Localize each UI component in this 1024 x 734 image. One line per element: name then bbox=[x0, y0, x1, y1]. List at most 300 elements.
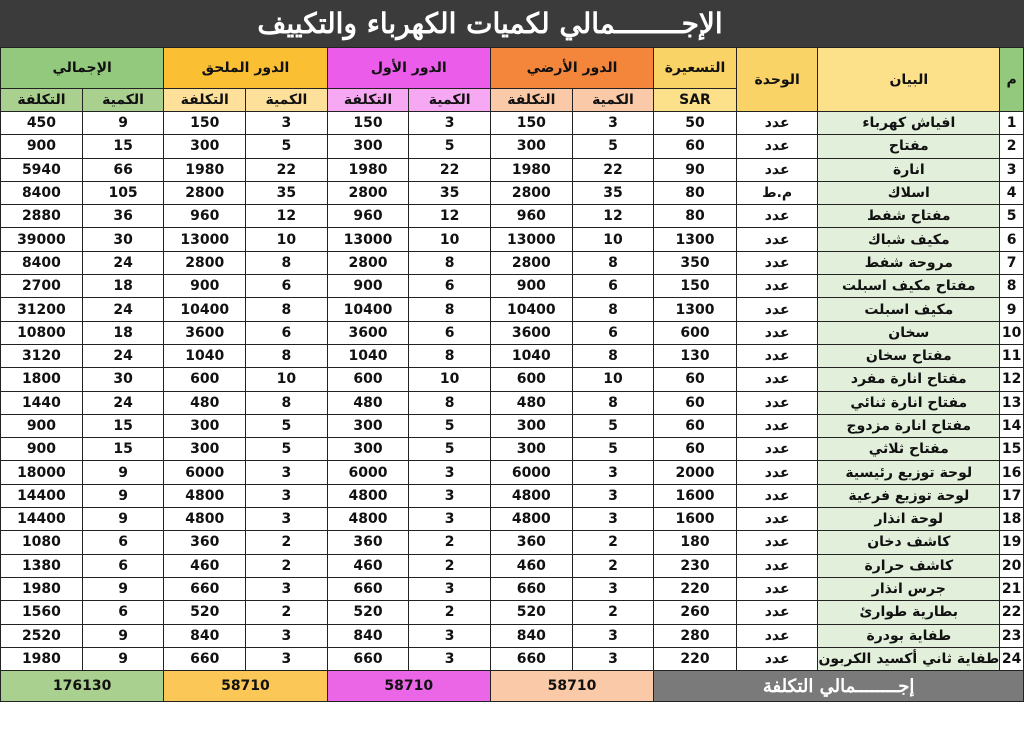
annex-cost-cell: 6000 bbox=[164, 461, 246, 484]
price-cell: 130 bbox=[654, 344, 737, 367]
first-qty-cell: 5 bbox=[409, 438, 490, 461]
unit-cell: عدد bbox=[736, 624, 818, 647]
description-cell: بطارية طوارئ bbox=[818, 601, 1000, 624]
annex-qty-cell: 6 bbox=[246, 275, 327, 298]
ground-cost-cell: 660 bbox=[490, 577, 572, 600]
total-cost-cell: 1080 bbox=[1, 531, 83, 554]
annex-qty-cell: 3 bbox=[246, 484, 327, 507]
first-cost-cell: 300 bbox=[327, 438, 409, 461]
unit-cell: عدد bbox=[736, 508, 818, 531]
first-cost-cell: 6000 bbox=[327, 461, 409, 484]
first-cost-cell: 600 bbox=[327, 368, 409, 391]
total-cost-cell: 1800 bbox=[1, 368, 83, 391]
ground-qty-cell: 3 bbox=[572, 508, 653, 531]
unit-cell: عدد bbox=[736, 205, 818, 228]
price-cell: 60 bbox=[654, 391, 737, 414]
table-row bbox=[1, 112, 1024, 135]
first-qty-cell: 3 bbox=[409, 461, 490, 484]
unit-cell: عدد bbox=[736, 275, 818, 298]
ground-qty-cell: 2 bbox=[572, 531, 653, 554]
first-cost-cell: 300 bbox=[327, 414, 409, 437]
total-qty-cell: 9 bbox=[82, 112, 163, 135]
ground-total-cost: 58710 bbox=[490, 671, 653, 702]
ground-qty-cell: 35 bbox=[572, 181, 653, 204]
total-qty-cell: 24 bbox=[82, 251, 163, 274]
first-qty-cell: 2 bbox=[409, 554, 490, 577]
subheader-annex-qty: الكمية bbox=[246, 89, 327, 112]
first-qty-cell: 35 bbox=[409, 181, 490, 204]
annex-qty-cell: 6 bbox=[246, 321, 327, 344]
header-price: التسعيرة bbox=[654, 48, 737, 89]
annex-cost-cell: 900 bbox=[164, 275, 246, 298]
table-row bbox=[1, 368, 1024, 391]
ground-cost-cell: 300 bbox=[490, 438, 572, 461]
subheader-total-cost: التكلفة bbox=[1, 89, 83, 112]
price-cell: 260 bbox=[654, 601, 737, 624]
total-cost-cell: 5940 bbox=[1, 158, 83, 181]
description-cell: مفتاح bbox=[818, 135, 1000, 158]
description-cell: كاشف دخان bbox=[818, 531, 1000, 554]
first-cost-cell: 1040 bbox=[327, 344, 409, 367]
first-cost-cell: 2800 bbox=[327, 251, 409, 274]
index-cell: 13 bbox=[1000, 391, 1024, 414]
header-ground-floor: الدور الأرضي bbox=[490, 48, 653, 89]
total-qty-cell: 24 bbox=[82, 344, 163, 367]
index-cell: 22 bbox=[1000, 601, 1024, 624]
annex-cost-cell: 600 bbox=[164, 368, 246, 391]
index-cell: 1 bbox=[1000, 112, 1024, 135]
table-row bbox=[1, 135, 1024, 158]
price-cell: 1300 bbox=[654, 298, 737, 321]
ground-cost-cell: 2800 bbox=[490, 181, 572, 204]
total-qty-cell: 9 bbox=[82, 577, 163, 600]
total-qty-cell: 18 bbox=[82, 321, 163, 344]
total-cost-cell: 31200 bbox=[1, 298, 83, 321]
index-cell: 7 bbox=[1000, 251, 1024, 274]
unit-cell: عدد bbox=[736, 414, 818, 437]
first-qty-cell: 8 bbox=[409, 391, 490, 414]
total-cost-cell: 1980 bbox=[1, 577, 83, 600]
totals-label: إجــــــــمالي التكلفة bbox=[654, 671, 1024, 702]
first-cost-cell: 150 bbox=[327, 112, 409, 135]
price-cell: 80 bbox=[654, 205, 737, 228]
total-cost-cell: 3120 bbox=[1, 344, 83, 367]
table-body bbox=[1, 112, 1024, 671]
price-cell: 1600 bbox=[654, 508, 737, 531]
price-cell: 2000 bbox=[654, 461, 737, 484]
description-cell: مفتاح انارة ثنائي bbox=[818, 391, 1000, 414]
annex-qty-cell: 2 bbox=[246, 554, 327, 577]
index-cell: 24 bbox=[1000, 647, 1024, 670]
description-cell: مفتاح ثلاثي bbox=[818, 438, 1000, 461]
total-cost-cell: 39000 bbox=[1, 228, 83, 251]
first-cost-cell: 660 bbox=[327, 577, 409, 600]
annex-cost-cell: 13000 bbox=[164, 228, 246, 251]
unit-cell: عدد bbox=[736, 647, 818, 670]
total-cost-cell: 900 bbox=[1, 135, 83, 158]
ground-qty-cell: 12 bbox=[572, 205, 653, 228]
annex-qty-cell: 8 bbox=[246, 391, 327, 414]
unit-cell: عدد bbox=[736, 531, 818, 554]
description-cell: طفاية ثاني أكسيد الكربون bbox=[818, 647, 1000, 670]
first-cost-cell: 4800 bbox=[327, 508, 409, 531]
annex-qty-cell: 10 bbox=[246, 228, 327, 251]
page-title: الإجــــــــمالي لكميات الكهرباء والتكييف bbox=[257, 7, 723, 40]
description-cell: مفتاح انارة مفرد bbox=[818, 368, 1000, 391]
description-cell: اسلاك bbox=[818, 181, 1000, 204]
index-cell: 6 bbox=[1000, 228, 1024, 251]
table-row bbox=[1, 624, 1024, 647]
first-qty-cell: 22 bbox=[409, 158, 490, 181]
total-qty-cell: 9 bbox=[82, 508, 163, 531]
total-cost-cell: 1380 bbox=[1, 554, 83, 577]
header-total: الإجمالي bbox=[1, 48, 164, 89]
annex-qty-cell: 8 bbox=[246, 298, 327, 321]
table-row bbox=[1, 554, 1024, 577]
annex-qty-cell: 5 bbox=[246, 135, 327, 158]
first-cost-cell: 1980 bbox=[327, 158, 409, 181]
ground-qty-cell: 2 bbox=[572, 601, 653, 624]
annex-cost-cell: 520 bbox=[164, 601, 246, 624]
index-cell: 17 bbox=[1000, 484, 1024, 507]
table-row bbox=[1, 321, 1024, 344]
total-cost-cell: 8400 bbox=[1, 181, 83, 204]
ground-cost-cell: 2800 bbox=[490, 251, 572, 274]
first-qty-cell: 3 bbox=[409, 484, 490, 507]
description-cell: لوحة توزيع فرعية bbox=[818, 484, 1000, 507]
total-qty-cell: 9 bbox=[82, 484, 163, 507]
price-cell: 50 bbox=[654, 112, 737, 135]
index-cell: 16 bbox=[1000, 461, 1024, 484]
price-cell: 60 bbox=[654, 414, 737, 437]
index-cell: 8 bbox=[1000, 275, 1024, 298]
unit-cell: عدد bbox=[736, 158, 818, 181]
unit-cell: عدد bbox=[736, 601, 818, 624]
price-cell: 350 bbox=[654, 251, 737, 274]
total-qty-cell: 15 bbox=[82, 414, 163, 437]
total-qty-cell: 30 bbox=[82, 368, 163, 391]
total-qty-cell: 6 bbox=[82, 531, 163, 554]
first-qty-cell: 3 bbox=[409, 624, 490, 647]
ground-cost-cell: 520 bbox=[490, 601, 572, 624]
first-cost-cell: 840 bbox=[327, 624, 409, 647]
description-cell: طفاية بودرة bbox=[818, 624, 1000, 647]
annex-cost-cell: 840 bbox=[164, 624, 246, 647]
ground-qty-cell: 3 bbox=[572, 112, 653, 135]
total-qty-cell: 66 bbox=[82, 158, 163, 181]
annex-qty-cell: 3 bbox=[246, 112, 327, 135]
table-row bbox=[1, 391, 1024, 414]
ground-qty-cell: 10 bbox=[572, 228, 653, 251]
unit-cell: عدد bbox=[736, 438, 818, 461]
total-cost-cell: 14400 bbox=[1, 484, 83, 507]
table-row bbox=[1, 461, 1024, 484]
total-cost-cell: 10800 bbox=[1, 321, 83, 344]
index-cell: 10 bbox=[1000, 321, 1024, 344]
total-qty-cell: 18 bbox=[82, 275, 163, 298]
annex-qty-cell: 8 bbox=[246, 344, 327, 367]
ground-cost-cell: 1980 bbox=[490, 158, 572, 181]
total-cost-cell: 1560 bbox=[1, 601, 83, 624]
total-qty-cell: 15 bbox=[82, 438, 163, 461]
index-cell: 14 bbox=[1000, 414, 1024, 437]
total-qty-cell: 105 bbox=[82, 181, 163, 204]
ground-qty-cell: 8 bbox=[572, 251, 653, 274]
unit-cell: م.ط bbox=[736, 181, 818, 204]
table-row bbox=[1, 344, 1024, 367]
index-cell: 19 bbox=[1000, 531, 1024, 554]
totals-row bbox=[1, 671, 1024, 702]
annex-cost-cell: 360 bbox=[164, 531, 246, 554]
ground-qty-cell: 8 bbox=[572, 391, 653, 414]
price-cell: 600 bbox=[654, 321, 737, 344]
annex-cost-cell: 1980 bbox=[164, 158, 246, 181]
annex-qty-cell: 35 bbox=[246, 181, 327, 204]
ground-cost-cell: 6000 bbox=[490, 461, 572, 484]
total-cost-cell: 14400 bbox=[1, 508, 83, 531]
ground-cost-cell: 10400 bbox=[490, 298, 572, 321]
first-qty-cell: 6 bbox=[409, 321, 490, 344]
index-cell: 4 bbox=[1000, 181, 1024, 204]
unit-cell: عدد bbox=[736, 135, 818, 158]
price-cell: 150 bbox=[654, 275, 737, 298]
description-cell: مفتاح شفط bbox=[818, 205, 1000, 228]
total-cost-cell: 450 bbox=[1, 112, 83, 135]
table-row bbox=[1, 158, 1024, 181]
index-cell: 18 bbox=[1000, 508, 1024, 531]
total-qty-cell: 36 bbox=[82, 205, 163, 228]
first-cost-cell: 480 bbox=[327, 391, 409, 414]
index-cell: 15 bbox=[1000, 438, 1024, 461]
table-row bbox=[1, 438, 1024, 461]
subheader-first-qty: الكمية bbox=[409, 89, 490, 112]
annex-cost-cell: 960 bbox=[164, 205, 246, 228]
annex-qty-cell: 2 bbox=[246, 531, 327, 554]
description-cell: لوحة توزيع رئيسية bbox=[818, 461, 1000, 484]
annex-cost-cell: 4800 bbox=[164, 508, 246, 531]
total-cost-cell: 2700 bbox=[1, 275, 83, 298]
index-cell: 2 bbox=[1000, 135, 1024, 158]
description-cell: مروحة شفط bbox=[818, 251, 1000, 274]
index-cell: 9 bbox=[1000, 298, 1024, 321]
first-qty-cell: 3 bbox=[409, 112, 490, 135]
total-qty-cell: 24 bbox=[82, 298, 163, 321]
ground-cost-cell: 460 bbox=[490, 554, 572, 577]
first-cost-cell: 300 bbox=[327, 135, 409, 158]
description-cell: سخان bbox=[818, 321, 1000, 344]
description-cell: جرس انذار bbox=[818, 577, 1000, 600]
ground-qty-cell: 10 bbox=[572, 368, 653, 391]
ground-cost-cell: 600 bbox=[490, 368, 572, 391]
annex-cost-cell: 3600 bbox=[164, 321, 246, 344]
annex-total-cost: 58710 bbox=[164, 671, 327, 702]
ground-cost-cell: 1040 bbox=[490, 344, 572, 367]
unit-cell: عدد bbox=[736, 228, 818, 251]
annex-qty-cell: 22 bbox=[246, 158, 327, 181]
table-row bbox=[1, 275, 1024, 298]
annex-cost-cell: 300 bbox=[164, 438, 246, 461]
grand-total-cost: 176130 bbox=[1, 671, 164, 702]
index-cell: 23 bbox=[1000, 624, 1024, 647]
description-cell: مفتاح سخان bbox=[818, 344, 1000, 367]
price-cell: 90 bbox=[654, 158, 737, 181]
description-cell: افياش كهرباء bbox=[818, 112, 1000, 135]
ground-cost-cell: 300 bbox=[490, 135, 572, 158]
total-qty-cell: 6 bbox=[82, 601, 163, 624]
ground-cost-cell: 300 bbox=[490, 414, 572, 437]
total-cost-cell: 18000 bbox=[1, 461, 83, 484]
price-cell: 60 bbox=[654, 438, 737, 461]
description-cell: مفتاح انارة مزدوج bbox=[818, 414, 1000, 437]
index-cell: 20 bbox=[1000, 554, 1024, 577]
subheader-annex-cost: التكلفة bbox=[164, 89, 246, 112]
ground-cost-cell: 4800 bbox=[490, 508, 572, 531]
first-qty-cell: 2 bbox=[409, 601, 490, 624]
annex-qty-cell: 3 bbox=[246, 624, 327, 647]
first-cost-cell: 900 bbox=[327, 275, 409, 298]
ground-qty-cell: 3 bbox=[572, 647, 653, 670]
header-row-top bbox=[1, 48, 1024, 89]
ground-cost-cell: 13000 bbox=[490, 228, 572, 251]
ground-qty-cell: 22 bbox=[572, 158, 653, 181]
first-qty-cell: 8 bbox=[409, 344, 490, 367]
first-cost-cell: 520 bbox=[327, 601, 409, 624]
header-first-floor: الدور الأول bbox=[327, 48, 490, 89]
ground-qty-cell: 2 bbox=[572, 554, 653, 577]
unit-cell: عدد bbox=[736, 484, 818, 507]
description-cell: لوحة انذار bbox=[818, 508, 1000, 531]
table-row bbox=[1, 298, 1024, 321]
first-cost-cell: 960 bbox=[327, 205, 409, 228]
table-row bbox=[1, 577, 1024, 600]
annex-cost-cell: 2800 bbox=[164, 251, 246, 274]
annex-qty-cell: 5 bbox=[246, 414, 327, 437]
subheader-total-qty: الكمية bbox=[82, 89, 163, 112]
ground-qty-cell: 3 bbox=[572, 484, 653, 507]
total-qty-cell: 24 bbox=[82, 391, 163, 414]
ground-qty-cell: 5 bbox=[572, 135, 653, 158]
unit-cell: عدد bbox=[736, 391, 818, 414]
table-row bbox=[1, 228, 1024, 251]
annex-qty-cell: 3 bbox=[246, 461, 327, 484]
annex-cost-cell: 300 bbox=[164, 414, 246, 437]
ground-qty-cell: 5 bbox=[572, 438, 653, 461]
ground-cost-cell: 3600 bbox=[490, 321, 572, 344]
ground-cost-cell: 4800 bbox=[490, 484, 572, 507]
unit-cell: عدد bbox=[736, 298, 818, 321]
description-cell: مكيف شباك bbox=[818, 228, 1000, 251]
price-cell: 60 bbox=[654, 135, 737, 158]
price-cell: 220 bbox=[654, 577, 737, 600]
quantities-table bbox=[0, 47, 1024, 702]
index-cell: 21 bbox=[1000, 577, 1024, 600]
total-cost-cell: 2880 bbox=[1, 205, 83, 228]
total-cost-cell: 900 bbox=[1, 414, 83, 437]
subheader-currency: SAR bbox=[654, 89, 737, 112]
header-description: البيان bbox=[818, 48, 1000, 112]
first-qty-cell: 3 bbox=[409, 647, 490, 670]
first-cost-cell: 3600 bbox=[327, 321, 409, 344]
ground-qty-cell: 6 bbox=[572, 275, 653, 298]
first-qty-cell: 10 bbox=[409, 368, 490, 391]
ground-cost-cell: 480 bbox=[490, 391, 572, 414]
header-index: م bbox=[1000, 48, 1024, 112]
first-cost-cell: 4800 bbox=[327, 484, 409, 507]
subheader-ground-cost: التكلفة bbox=[490, 89, 572, 112]
header-unit: الوحدة bbox=[736, 48, 818, 112]
first-cost-cell: 460 bbox=[327, 554, 409, 577]
table-row bbox=[1, 205, 1024, 228]
table-row bbox=[1, 601, 1024, 624]
first-qty-cell: 12 bbox=[409, 205, 490, 228]
annex-qty-cell: 12 bbox=[246, 205, 327, 228]
total-qty-cell: 15 bbox=[82, 135, 163, 158]
unit-cell: عدد bbox=[736, 112, 818, 135]
table-row bbox=[1, 414, 1024, 437]
index-cell: 11 bbox=[1000, 344, 1024, 367]
description-cell: مكيف اسبلت bbox=[818, 298, 1000, 321]
header-annex-floor: الدور الملحق bbox=[164, 48, 327, 89]
price-cell: 1600 bbox=[654, 484, 737, 507]
ground-qty-cell: 3 bbox=[572, 461, 653, 484]
first-qty-cell: 8 bbox=[409, 298, 490, 321]
annex-qty-cell: 10 bbox=[246, 368, 327, 391]
annex-qty-cell: 8 bbox=[246, 251, 327, 274]
index-cell: 12 bbox=[1000, 368, 1024, 391]
index-cell: 3 bbox=[1000, 158, 1024, 181]
ground-qty-cell: 8 bbox=[572, 344, 653, 367]
ground-qty-cell: 3 bbox=[572, 624, 653, 647]
unit-cell: عدد bbox=[736, 344, 818, 367]
total-qty-cell: 9 bbox=[82, 647, 163, 670]
annex-cost-cell: 660 bbox=[164, 577, 246, 600]
subheader-first-cost: التكلفة bbox=[327, 89, 409, 112]
annex-cost-cell: 10400 bbox=[164, 298, 246, 321]
ground-cost-cell: 840 bbox=[490, 624, 572, 647]
annex-qty-cell: 5 bbox=[246, 438, 327, 461]
price-cell: 230 bbox=[654, 554, 737, 577]
annex-qty-cell: 3 bbox=[246, 508, 327, 531]
first-qty-cell: 8 bbox=[409, 251, 490, 274]
first-cost-cell: 660 bbox=[327, 647, 409, 670]
total-cost-cell: 1440 bbox=[1, 391, 83, 414]
annex-qty-cell: 3 bbox=[246, 647, 327, 670]
unit-cell: عدد bbox=[736, 251, 818, 274]
subheader-ground-qty: الكمية bbox=[572, 89, 653, 112]
price-cell: 280 bbox=[654, 624, 737, 647]
ground-cost-cell: 360 bbox=[490, 531, 572, 554]
description-cell: انارة bbox=[818, 158, 1000, 181]
first-cost-cell: 10400 bbox=[327, 298, 409, 321]
ground-qty-cell: 5 bbox=[572, 414, 653, 437]
annex-cost-cell: 150 bbox=[164, 112, 246, 135]
first-qty-cell: 10 bbox=[409, 228, 490, 251]
first-qty-cell: 3 bbox=[409, 577, 490, 600]
annex-qty-cell: 2 bbox=[246, 601, 327, 624]
description-cell: كاشف حرارة bbox=[818, 554, 1000, 577]
table-row bbox=[1, 251, 1024, 274]
total-qty-cell: 6 bbox=[82, 554, 163, 577]
total-qty-cell: 9 bbox=[82, 461, 163, 484]
ground-qty-cell: 6 bbox=[572, 321, 653, 344]
annex-cost-cell: 460 bbox=[164, 554, 246, 577]
description-cell: مفتاح مكيف اسبلت bbox=[818, 275, 1000, 298]
table-row bbox=[1, 531, 1024, 554]
unit-cell: عدد bbox=[736, 461, 818, 484]
annex-cost-cell: 2800 bbox=[164, 181, 246, 204]
ground-qty-cell: 8 bbox=[572, 298, 653, 321]
table-row bbox=[1, 484, 1024, 507]
